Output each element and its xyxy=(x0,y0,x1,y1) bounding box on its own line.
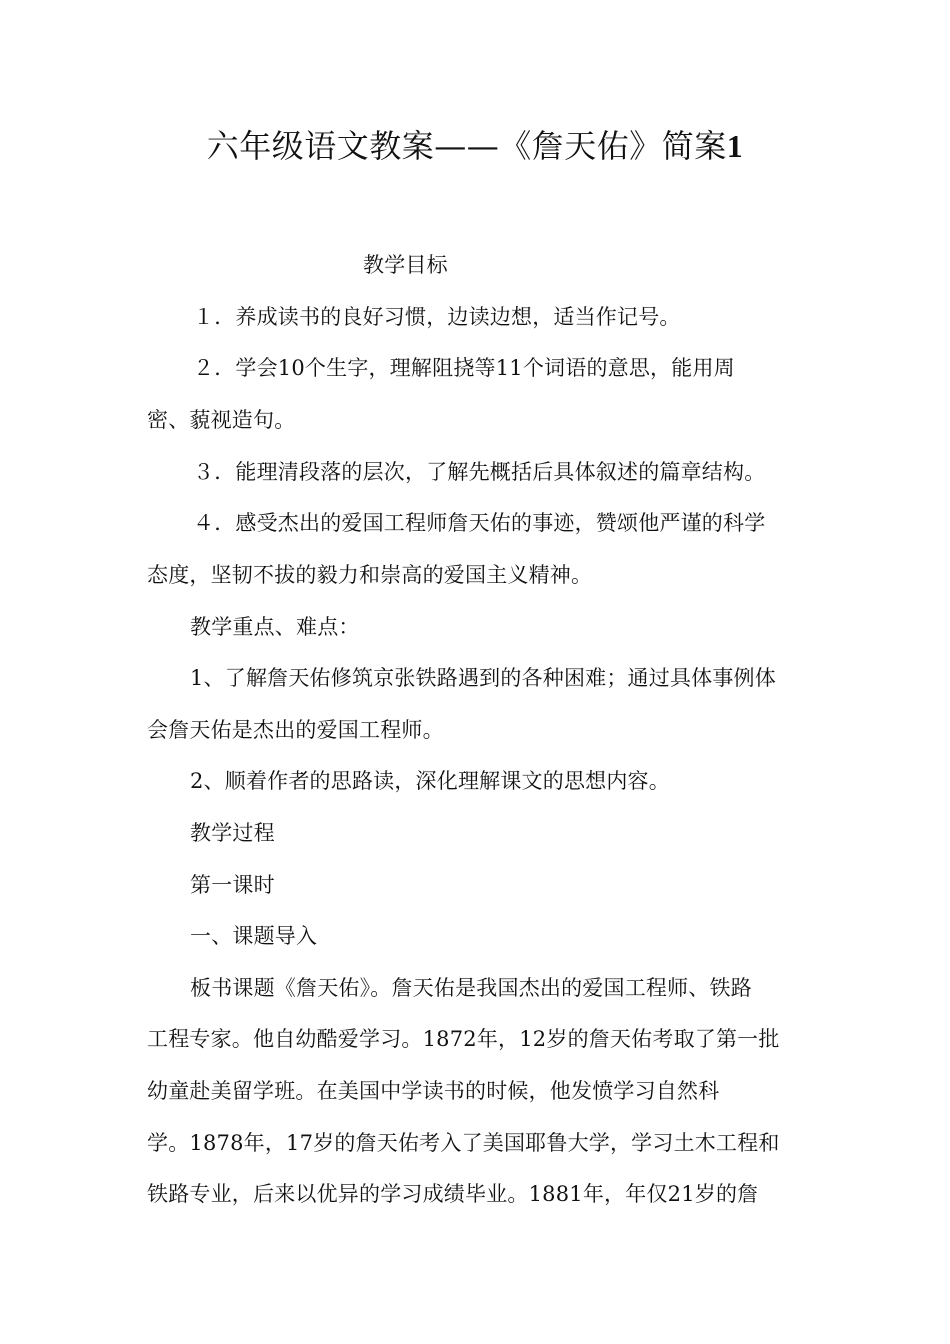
paragraph-line: 1、了解詹天佑修筑京张铁路遇到的各种困难；通过具体事例体 xyxy=(190,666,776,690)
document-title xyxy=(0,122,950,170)
paragraph-line: １．养成读书的良好习惯，边读边想，适当作记号。 xyxy=(193,305,681,329)
section-heading-objectives: 教学目标 xyxy=(363,253,448,277)
section-heading-intro: 一、课题导入 xyxy=(190,924,318,948)
paragraph-line: 态度，坚韧不拔的毅力和崇高的爱国主义精神。 xyxy=(147,563,593,587)
paragraph-line: ２．学会10个生字，理解阻挠等11个词语的意思，能用周 xyxy=(193,356,735,380)
paragraph-line: 工程专家。他自幼酷爱学习。1872年，12岁的詹天佑考取了第一批 xyxy=(147,1027,780,1051)
paragraph-line: 铁路专业，后来以优异的学习成绩毕业。1881年，年仅21岁的詹 xyxy=(147,1182,759,1206)
title-number: 1 xyxy=(726,128,744,164)
paragraph-line: 2、顺着作者的思路读，深化理解课文的思想内容。 xyxy=(190,769,670,793)
paragraph-line: 密、藐视造句。 xyxy=(147,408,296,432)
section-heading-lesson: 第一课时 xyxy=(190,873,275,897)
section-heading-process: 教学过程 xyxy=(190,821,275,845)
title-text: 六年级语文教案——《詹天佑》简案 xyxy=(206,127,727,165)
paragraph-line: 幼童赴美留学班。在美国中学读书的时候，他发愤学习自然科 xyxy=(147,1079,720,1103)
paragraph-line: 板书课题《詹天佑》。詹天佑是我国杰出的爱国工程师、铁路 xyxy=(190,976,752,1000)
paragraph-line: ４．感受杰出的爱国工程师詹天佑的事迹，赞颂他严谨的科学 xyxy=(193,511,766,535)
paragraph-line: 学。1878年，17岁的詹天佑考入了美国耶鲁大学，学习土木工程和 xyxy=(147,1131,780,1155)
paragraph-line: ３．能理清段落的层次，了解先概括后具体叙述的篇章结构。 xyxy=(193,460,766,484)
paragraph-line: 会詹天佑是杰出的爱国工程师。 xyxy=(147,718,444,742)
section-heading-key-points: 教学重点、难点： xyxy=(190,615,360,639)
